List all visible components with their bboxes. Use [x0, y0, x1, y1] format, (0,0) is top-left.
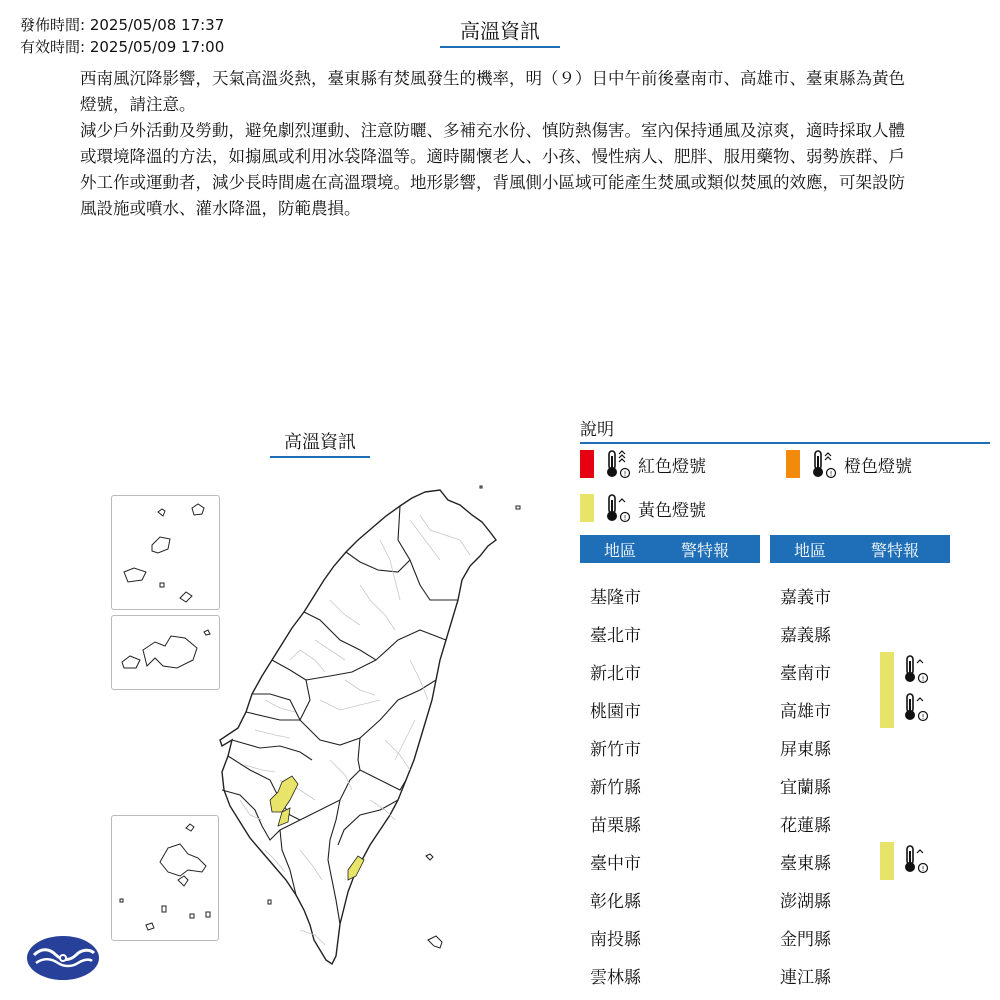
region-name: 澎湖縣	[780, 891, 831, 912]
taiwan-map	[0, 400, 560, 1000]
description-paragraph-2: 減少戶外活動及勞動，避免劇烈運動、注意防曬、多補充水份、慎防熱傷害。室內保持通風及涼爽，適時採取人體或環境降溫的方法，如搧風或利用冰袋降溫等。適時關懷老人、小孩、慢性病人、肥胖、服用藥物、弱勢族群、戶外工作或運動者，減少長時間處在高溫環境。地形影響，背風側小區域可能產生焚風或類似焚風的效應，可架設防風設施或噴水、灌水降溫，防範農損。	[80, 121, 905, 218]
region-name: 彰化縣	[590, 891, 641, 912]
region-row	[770, 728, 860, 766]
region-row	[770, 652, 930, 690]
legend-item-red	[580, 449, 706, 479]
table-header-left	[580, 535, 760, 563]
region-name: 金門縣	[780, 929, 831, 950]
region-warning-yellow	[880, 842, 930, 880]
issue-time: 發佈時間: 2025/05/08 17:37	[20, 16, 225, 34]
thermometer-red-icon	[602, 448, 632, 480]
legend-item-orange	[786, 449, 912, 479]
legend-title: 說明	[580, 418, 990, 444]
header-warning-left: 警特報	[680, 540, 729, 560]
region-name: 臺北市	[590, 625, 641, 646]
region-row	[770, 614, 860, 652]
thermometer-yellow-icon	[900, 691, 930, 728]
svg-text:!: !	[623, 514, 627, 522]
region-row	[580, 918, 670, 956]
region-name: 苗栗縣	[590, 815, 641, 836]
region-name: 連江縣	[780, 967, 831, 988]
region-name: 臺南市	[780, 663, 831, 684]
legend-label-red: 紅色燈號	[638, 456, 706, 477]
penghu-islands	[120, 824, 210, 930]
region-warning-yellow	[880, 652, 930, 690]
region-name: 南投縣	[590, 929, 641, 950]
region-row	[770, 690, 930, 728]
header-meta	[20, 14, 224, 58]
region-warning-yellow	[880, 690, 930, 728]
region-name: 花蓮縣	[780, 815, 831, 836]
region-name: 新竹市	[590, 739, 641, 760]
svg-text:!: !	[829, 470, 833, 478]
region-row	[580, 880, 670, 918]
header-warning-right: 警特報	[870, 540, 919, 560]
valid-time: 有效時間: 2025/05/09 17:00	[20, 38, 225, 56]
region-name: 基隆市	[590, 587, 641, 608]
region-row	[770, 842, 930, 880]
region-row	[770, 766, 860, 804]
region-row	[580, 690, 670, 728]
thermometer-yellow-icon	[900, 653, 930, 690]
cwa-logo-icon	[26, 935, 100, 981]
region-name: 嘉義市	[780, 587, 831, 608]
thermometer-orange-icon	[808, 448, 838, 480]
header-region-right: 地區	[793, 540, 826, 560]
region-row	[580, 766, 670, 804]
description	[80, 66, 920, 222]
region-row	[580, 652, 670, 690]
region-row	[580, 576, 670, 614]
region-row	[580, 956, 670, 994]
header-region-left: 地區	[603, 540, 636, 560]
region-name: 新北市	[590, 663, 641, 684]
warning-swatch-yellow	[880, 652, 894, 690]
region-row	[580, 804, 670, 842]
svg-text:!: !	[921, 864, 925, 873]
region-name: 嘉義縣	[780, 625, 831, 646]
region-name: 雲林縣	[590, 967, 641, 988]
description-paragraph-1: 西南風沉降影響，天氣高溫炎熱，臺東縣有焚風發生的機率，明（９）日中午前後臺南市、高雄市、臺東縣為黃色燈號，請注意。	[80, 69, 905, 114]
legend-label-orange: 橙色燈號	[844, 456, 912, 477]
svg-text:!: !	[921, 674, 925, 683]
region-row	[580, 842, 670, 880]
region-row	[770, 956, 860, 994]
warning-swatch-yellow	[880, 690, 894, 728]
map-title: 高溫資訊	[270, 430, 370, 458]
region-name: 高雄市	[780, 701, 831, 722]
region-row	[580, 728, 670, 766]
legend-label-yellow: 黃色燈號	[638, 500, 706, 521]
legend-swatch-orange	[786, 450, 800, 478]
region-row	[770, 918, 860, 956]
region-row	[770, 576, 860, 614]
legend-swatch-red	[580, 450, 594, 478]
svg-text:!: !	[921, 712, 925, 721]
warning-swatch-yellow	[880, 842, 894, 880]
region-name: 臺東縣	[780, 853, 831, 874]
lienchiang-islands	[124, 504, 204, 602]
region-row	[770, 880, 860, 918]
region-row	[580, 614, 670, 652]
region-name: 臺中市	[590, 853, 641, 874]
region-name: 屏東縣	[780, 739, 831, 760]
region-name: 桃園市	[590, 701, 641, 722]
kinmen-islands	[122, 630, 210, 668]
region-name: 新竹縣	[590, 777, 641, 798]
region-name: 宜蘭縣	[780, 777, 831, 798]
table-header-right	[770, 535, 950, 563]
page-title: 高溫資訊	[440, 16, 560, 48]
thermometer-yellow-icon	[900, 843, 930, 880]
legend-swatch-yellow	[580, 494, 594, 522]
region-row	[770, 804, 860, 842]
legend-item-yellow	[580, 493, 706, 523]
thermometer-yellow-icon	[602, 492, 632, 524]
svg-text:!: !	[623, 470, 627, 478]
